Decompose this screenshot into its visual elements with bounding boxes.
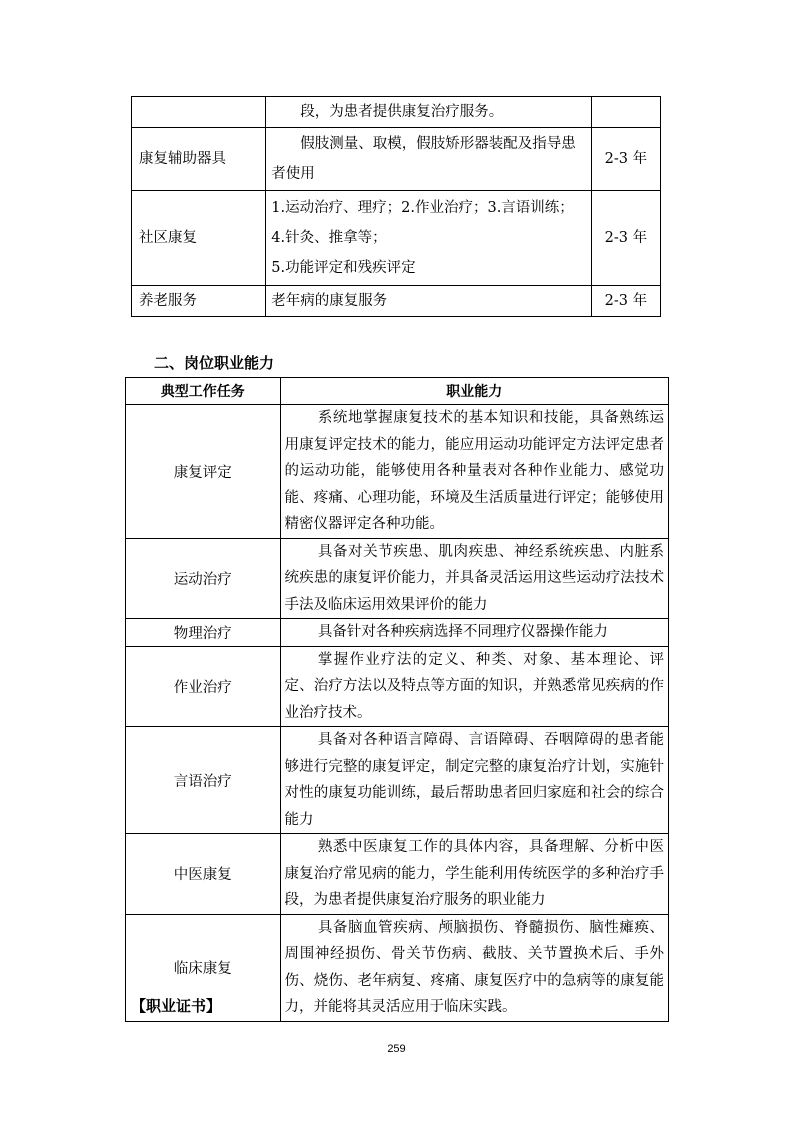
- content-cell: 假肢测量、取模，假肢矫形器装配及指导患者使用: [266, 128, 591, 191]
- duration-cell: 2-3 年: [591, 286, 660, 317]
- career-direction-table: [131, 96, 661, 317]
- certificate-heading: 【职业证书】: [131, 997, 222, 1015]
- page-number: 259: [387, 1043, 406, 1055]
- task-cell: 中医康复: [126, 834, 281, 915]
- table-row: [132, 97, 661, 128]
- section-title: 二、岗位职业能力: [154, 354, 275, 372]
- content-cell: [266, 191, 591, 286]
- table-header-row: [126, 378, 669, 405]
- task-cell: 物理治疗: [126, 619, 281, 647]
- task-cell: 运动治疗: [126, 538, 281, 619]
- content-line: 1.运动治疗、理疗；2.作业治疗；3.言语训练；: [271, 200, 574, 216]
- task-cell: 言语治疗: [126, 727, 281, 834]
- area-cell: [132, 97, 266, 128]
- ability-cell: 掌握作业疗法的定义、种类、对象、基本理论、评定、治疗方法以及特点等方面的知识，并熟悉常见疾病的作业治疗技术。: [280, 646, 668, 727]
- ability-cell: 具备对各种语言障碍、言语障碍、吞咽障碍的患者能够进行完整的康复评定，制定完整的康复治疗计划，实施针对性的康复功能训练，最后帮助患者回归家庭和社会的综合能力: [280, 727, 668, 834]
- content-line: 4.针灸、推拿等；: [271, 230, 387, 246]
- task-cell: 临床康复: [126, 914, 281, 1021]
- duration-cell: [591, 97, 660, 128]
- table-row: [132, 128, 661, 191]
- area-cell: 养老服务: [132, 286, 266, 317]
- table-row: [132, 191, 661, 286]
- task-cell: 康复评定: [126, 405, 281, 539]
- table-row: [126, 619, 669, 647]
- column-header-task: 典型工作任务: [126, 378, 281, 405]
- table-row: [126, 646, 669, 727]
- ability-cell: 系统地掌握康复技术的基本知识和技能，具备熟练运用康复评定技术的能力，能应用运动功能评定方法评定患者的运动功能，能够使用各种量表对各种作业能力、感觉功能、疼痛、心理功能，环境及生活质量进行评定；能够使用精密仪器评定各种功能。: [280, 405, 668, 539]
- area-cell: 社区康复: [132, 191, 266, 286]
- content-line: 5.功能评定和残疾评定: [271, 260, 416, 276]
- content-cell: 老年病的康复服务: [266, 286, 591, 317]
- ability-cell: 具备对关节疾患、肌肉疾患、神经系统疾患、内脏系统疾患的康复评价能力，并具备灵活运用这些运动疗法技术手法及临床运用效果评价的能力: [280, 538, 668, 619]
- duration-cell: 2-3 年: [591, 191, 660, 286]
- table-row: [126, 727, 669, 834]
- ability-table: [125, 377, 669, 1022]
- area-cell: 康复辅助器具: [132, 128, 266, 191]
- table-row: [126, 538, 669, 619]
- table-row: [132, 286, 661, 317]
- column-header-ability: 职业能力: [280, 378, 668, 405]
- duration-cell: 2-3 年: [591, 128, 660, 191]
- ability-cell: 具备脑血管疾病、颅脑损伤、脊髓损伤、脑性瘫痪、周围神经损伤、骨关节伤病、截肢、关节置换术后、手外伤、烧伤、老年病复、疼痛、康复医疗中的急病等的康复能力，并能将其灵活应用于临床实践。: [280, 914, 668, 1021]
- table-row: [126, 834, 669, 915]
- content-cell: 段，为患者提供康复治疗服务。: [266, 97, 591, 128]
- ability-cell: 熟悉中医康复工作的具体内容，具备理解、分析中医康复治疗常见病的能力，学生能利用传统医学的多种治疗手段，为患者提供康复治疗服务的职业能力: [280, 834, 668, 915]
- ability-cell: 具备针对各种疾病选择不同理疗仪器操作能力: [280, 619, 668, 647]
- table-row: [126, 405, 669, 539]
- task-cell: 作业治疗: [126, 646, 281, 727]
